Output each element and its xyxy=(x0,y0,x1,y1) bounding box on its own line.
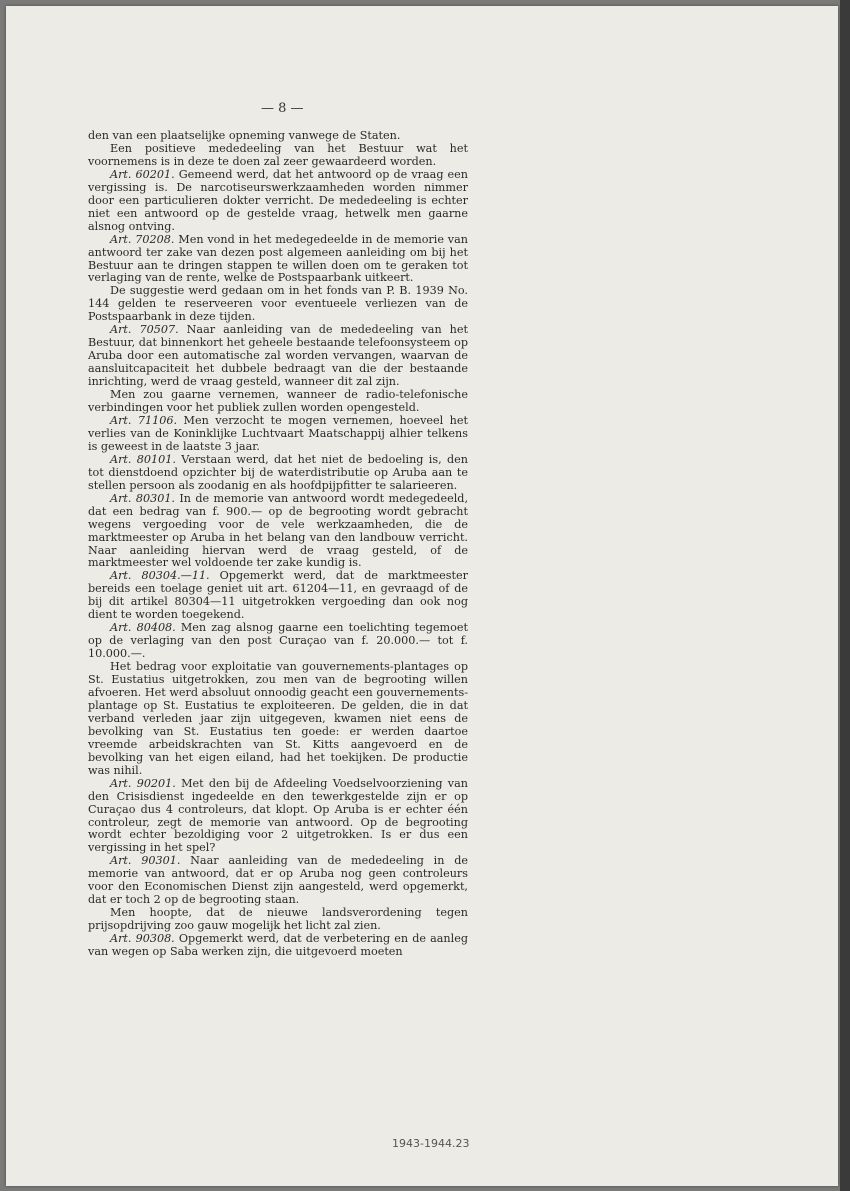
paragraph-text: Men vond in het medegedeelde in de memorie van antwoord ter zake van dezen post algemeen aanleiding om bij het Bestuur aan te dringen stappen te willen doen om te geraken tot verlaging van de rente, welke de Postspaarbank uitkeert. xyxy=(88,232,468,285)
paragraph xyxy=(88,933,468,959)
paragraph xyxy=(88,661,468,778)
paragraph-text: Gemeend werd, dat het antwoord op de vraag een vergissing is. De narcotiseurswerkzaamheden worden nimmer door een particulieren dokter verricht. De mededeeling is echter niet een antwoord op de gestelde vraag, hetwelk men gaarne alsnog ontving. xyxy=(88,167,468,233)
article-ref: Art. 90308. xyxy=(110,932,175,946)
paragraph xyxy=(88,778,468,856)
article-ref: Art. 80101. xyxy=(110,452,176,466)
paragraph-text: Men hoopte, dat de nieuwe landsverordening tegen prijsopdrijving zoo gauw mogelijk het licht zal zien. xyxy=(88,906,468,933)
article-ref: Art. 90301. xyxy=(110,854,181,868)
page-edge xyxy=(840,0,850,1191)
paragraph xyxy=(88,324,468,389)
paragraph-text: Naar aanleiding van de mededeeling in de memorie van antwoord, dat er op Aruba nog geen controleurs voor den Economischen Dienst zijn aangesteld, werd opgemerkt, dat er toch 2 op de begrooting staan. xyxy=(88,854,468,907)
paragraph-text: Het bedrag voor exploitatie van gouvernements-plantages op St. Eustatius uitgetrokken, zou men van de begrooting willen afvoeren. Het werd absoluut onnoodig geacht een gouvernements-plantage op St. Eustatius te exploiteeren. De gelden, die in dat verband verleden jaar zijn uitgegeven, kwamen niet eens de bevolking van St. Eustatius ten goede: er werden daartoe vreemde arbeidskrachten van St. Kitts aangevoerd en de bevolking van het eigen eiland, had het toekijken. De productie was nihil. xyxy=(88,660,468,777)
article-ref: Art. 90201. xyxy=(110,776,176,790)
paragraph xyxy=(88,454,468,493)
paragraph xyxy=(88,622,468,661)
paragraph-text: Met den bij de Afdeeling Voedselvoorziening van den Crisisdienst ingedeelde en den tewerkgestelde zijn er op Curaçao dus 4 controleurs, dat klopt. Op Aruba is er echter één controleur, zegt de memorie van antwoord. Op de begrooting wordt echter bezoldiging voor 2 uitgetrokken. Is er dus een vergissing in het spel? xyxy=(88,776,468,855)
paragraph xyxy=(88,907,468,933)
archive-footer-note: 1943-1944.23 xyxy=(392,1137,470,1150)
paragraph-text: Een positieve mededeeling van het Bestuur wat het voornemens is in deze te doen zal zeer gewaardeerd worden. xyxy=(88,141,468,168)
paragraph-text: Men verzocht te mogen vernemen, hoeveel het verlies van de Koninklijke Luchtvaart Maatschappij alhier telkens is geweest in de laatste 3 jaar. xyxy=(88,413,468,453)
paragraph xyxy=(88,415,468,454)
paragraph-text: De suggestie werd gedaan om in het fonds van P. B. 1939 No. 144 gelden te reserveeren voor eventueele verliezen van de Postspaarbank in deze tijden. xyxy=(88,284,468,324)
body-text xyxy=(88,130,468,959)
paragraph xyxy=(88,493,468,571)
paragraph-text: den van een plaatselijke opneming vanwege de Staten. xyxy=(88,129,401,142)
paragraph-text: In de memorie van antwoord wordt medegedeeld, dat een bedrag van f. 900.— op de begrooting wordt gebracht wegens vergoeding voor de vele werkzaamheden, die de marktmeester op Aruba in het belang van den landbouw verricht. Naar aanleiding hiervan werd de vraag gesteld, of de marktmeester wel voldoende ter zake kundig is. xyxy=(88,491,468,570)
paragraph xyxy=(88,169,468,234)
document-page xyxy=(6,6,838,1186)
page-number: — 8 — xyxy=(261,101,304,116)
paragraph xyxy=(88,389,468,415)
paragraph xyxy=(88,285,468,324)
article-ref: Art. 70208. xyxy=(110,232,175,246)
paragraph xyxy=(88,234,468,286)
article-ref: Art. 80304.—11. xyxy=(110,569,210,583)
paragraph-text: Opgemerkt werd, dat de verbetering en de aanleg van wegen op Saba werken zijn, die uitgevoerd moeten xyxy=(88,932,468,959)
article-ref: Art. 80301. xyxy=(110,491,175,505)
article-ref: Art. 71106. xyxy=(110,413,178,427)
paragraph xyxy=(88,855,468,907)
paragraph-text: Naar aanleiding van de mededeeling van het Bestuur, dat binnenkort het geheele bestaande telefoonsysteem op Aruba door een automatische zal worden vervangen, waarvan de aansluitcapaciteit het dubbele bedraagt van die der bestaande inrichting, werd de vraag gesteld, wanneer dit zal zijn. xyxy=(88,323,469,389)
article-ref: Art. 70507. xyxy=(110,323,179,337)
paragraph-text: Men zag alsnog gaarne een toelichting tegemoet op de verlaging van den post Curaçao van f. 20.000.— tot f. 10.000.—. xyxy=(88,621,468,661)
paragraph xyxy=(88,143,468,169)
article-ref: Art. 80408. xyxy=(110,621,176,635)
paragraph-text: Verstaan werd, dat het niet de bedoeling is, den tot dienstdoend opzichter bij de waterdistributie op Aruba aan te stellen persoon als zoodanig en als hoofdpijpfitter te salarieeren. xyxy=(88,452,468,492)
paragraph-text: Opgemerkt werd, dat de marktmeester bereids een toelage geniet uit art. 61204—11, en gevraagd of de bij dit artikel 80304—11 uitgetrokken vergoeding dan ook nog dient te worden toegekend. xyxy=(88,569,468,622)
paragraph-text: Men zou gaarne vernemen, wanneer de radio-telefonische verbindingen voor het publiek zullen worden opengesteld. xyxy=(88,388,468,415)
paragraph xyxy=(88,570,468,622)
article-ref: Art. 60201. xyxy=(110,167,175,181)
